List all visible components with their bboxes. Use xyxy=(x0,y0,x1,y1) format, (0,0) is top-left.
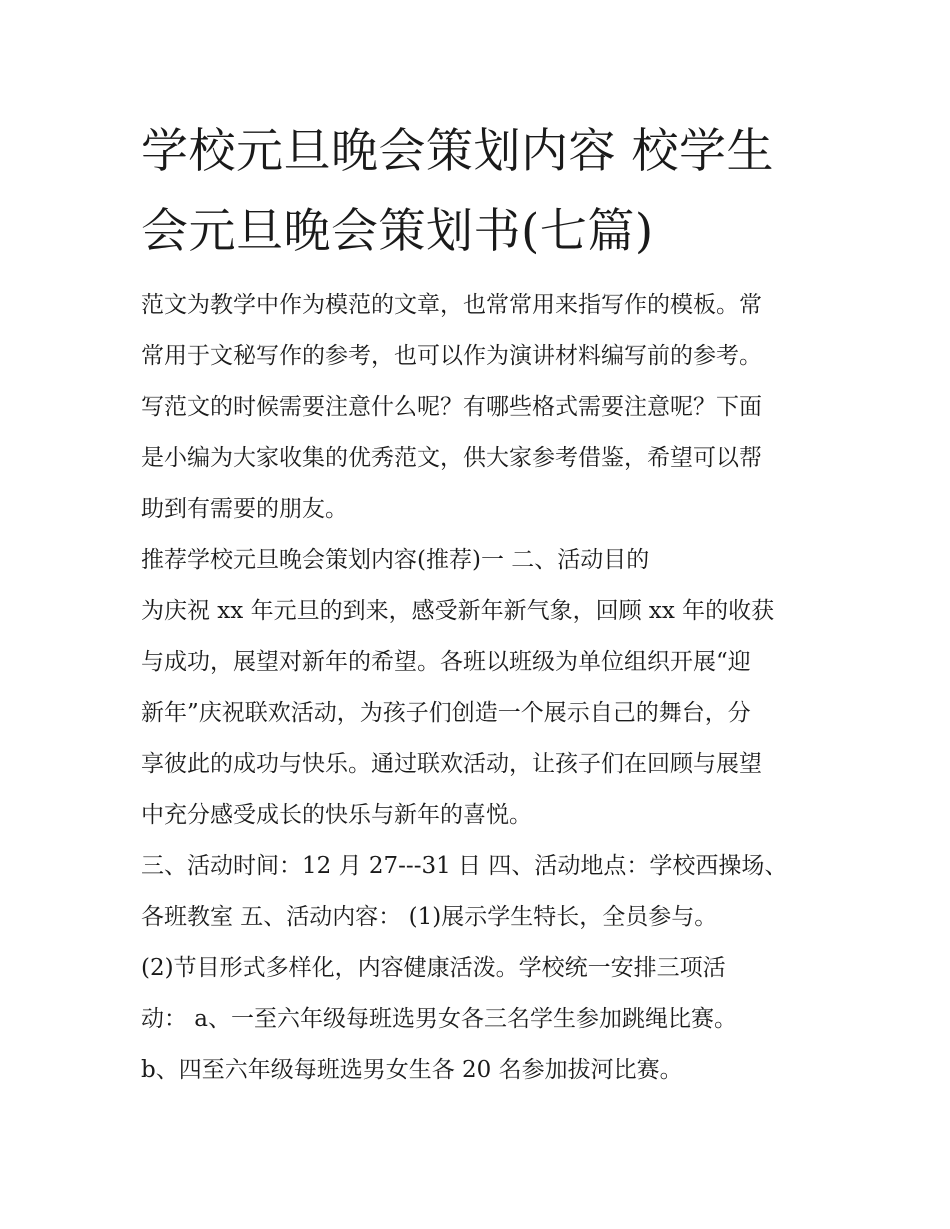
body-line: (2)节目形式多样化，内容健康活泼。学校统一安排三项活 xyxy=(141,955,726,981)
document-body xyxy=(141,280,813,1096)
title-line-1: 学校元旦晚会策划内容 校学生 xyxy=(141,124,774,179)
body-line: 中充分感受成长的快乐与新年的喜悦。 xyxy=(141,802,532,828)
document-title xyxy=(141,112,813,272)
body-line: 是小编为大家收集的优秀范文，供大家参考借鉴，希望可以帮 xyxy=(141,445,762,471)
body-line: b、四至六年级每班选男女生各 20 名参加拔河比赛。 xyxy=(141,1057,683,1083)
body-line: 范文为教学中作为模范的文章，也常常用来指写作的模板。常 xyxy=(141,292,762,318)
body-line: 与成功，展望对新年的希望。各班以班级为单位组织开展“迎 xyxy=(141,649,751,675)
body-line: 常用于文秘写作的参考，也可以作为演讲材料编写前的参考。 xyxy=(141,343,762,369)
body-line: 推荐学校元旦晚会策划内容(推荐)一 二、活动目的 xyxy=(141,547,650,573)
title-line-2: 会元旦晚会策划书(七篇) xyxy=(141,204,654,259)
body-line: 新年”庆祝联欢活动，为孩子们创造一个展示自己的舞台，分 xyxy=(141,700,751,726)
body-line: 助到有需要的朋友。 xyxy=(141,496,348,522)
body-line: 享彼此的成功与快乐。通过联欢活动，让孩子们在回顾与展望 xyxy=(141,751,762,777)
body-line: 三、活动时间：12 月 27---31 日 四、活动地点：学校西操场、 xyxy=(141,853,788,879)
body-line: 为庆祝 xx 年元旦的到来，感受新年新气象，回顾 xx 年的收获 xyxy=(141,598,775,624)
document-page xyxy=(141,112,813,1096)
body-line: 各班教室 五、活动内容： (1)展示学生特长，全员参与。 xyxy=(141,904,718,930)
body-line: 动： a、一至六年级每班选男女各三名学生参加跳绳比赛。 xyxy=(141,1006,738,1032)
body-line: 写范文的时候需要注意什么呢？有哪些格式需要注意呢？下面 xyxy=(141,394,762,420)
